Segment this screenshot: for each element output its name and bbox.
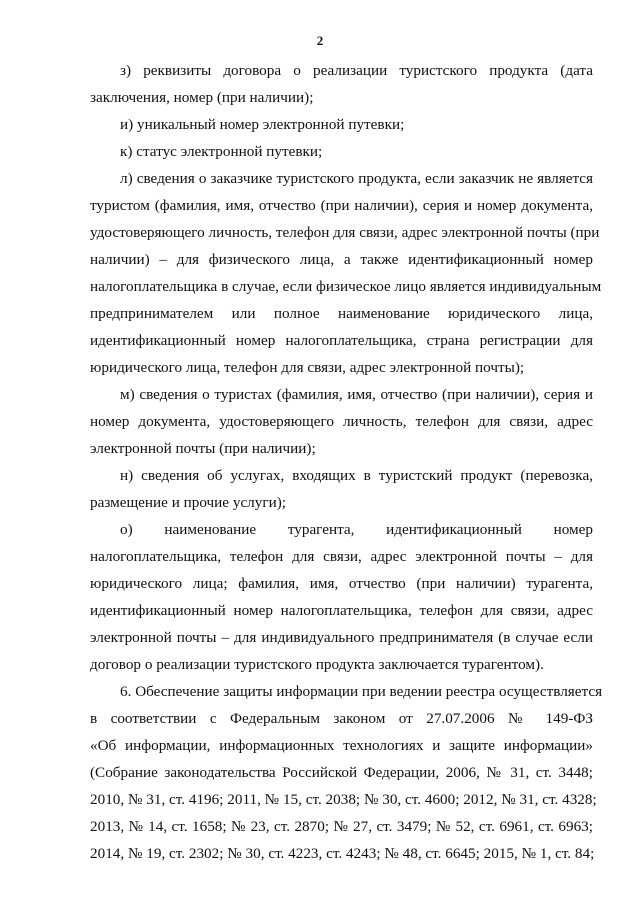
text-line: удостоверяющего личность, телефон для связи, адрес электронной почты (при <box>90 224 600 241</box>
text-line: 6. Обеспечение защиты информации при ведении реестра осуществляется <box>120 683 603 700</box>
paragraph-item-k <box>90 138 593 165</box>
text-line: налогоплательщика в случае, если физическое лицо является индивидуальным <box>90 278 602 295</box>
text-line: электронной почты – для индивидуального предпринимателя (в случае если <box>90 629 593 646</box>
text-line: и) уникальный номер электронной путевки; <box>120 116 405 133</box>
paragraph-item-n <box>90 462 593 516</box>
text-line: м) сведения о туристах (фамилия, имя, отчество (при наличии), серия и <box>120 386 593 403</box>
text-line: н) сведения об услугах, входящих в туристский продукт (перевозка, <box>120 467 593 484</box>
text-line: номер документа, удостоверяющего личность, телефон для связи, адрес <box>90 413 593 430</box>
text-line: 2014, № 19, ст. 2302; № 30, ст. 4223, ст. 4243; № 48, ст. 6645; 2015, № 1, ст. 84; <box>90 845 595 862</box>
text-line: электронной почты (при наличии); <box>90 440 316 457</box>
paragraph-item-i <box>90 111 593 138</box>
text-line: договор о реализации туристского продукта заключается турагентом). <box>90 656 544 673</box>
document-body <box>90 57 603 867</box>
text-line: наличии) – для физического лица, а также идентификационный номер <box>90 251 593 268</box>
text-line: в соответствии с Федеральным законом от 27.07.2006 № 149-ФЗ <box>90 710 593 727</box>
text-line: размещение и прочие услуги); <box>90 494 286 511</box>
text-line: «Об информации, информационных технологиях и защите информации» <box>90 737 593 754</box>
text-line: туристом (фамилия, имя, отчество (при наличии), серия и номер документа, <box>90 197 593 214</box>
paragraph-item-o <box>90 516 593 678</box>
text-line: юридического лица; фамилия, имя, отчество (при наличии) турагента, <box>90 575 593 592</box>
text-line: юридического лица, телефон для связи, адрес электронной почты); <box>90 359 525 376</box>
text-line: предпринимателем или полное наименование юридического лица, <box>90 305 593 322</box>
paragraph-item-m <box>90 381 593 462</box>
text-line: л) сведения о заказчике туристского продукта, если заказчик не является <box>120 170 593 187</box>
text-line: 2013, № 14, ст. 1658; № 23, ст. 2870; № 27, ст. 3479; № 52, ст. 6961, ст. 6963; <box>90 818 593 835</box>
text-line: заключения, номер (при наличии); <box>90 89 314 106</box>
paragraph-item-l <box>90 165 602 381</box>
text-line: о) наименование турагента, идентификационный номер <box>120 521 593 538</box>
paragraph-section-6 <box>90 678 603 867</box>
text-line: налогоплательщика, телефон для связи, адрес электронной почты – для <box>90 548 593 565</box>
text-line: идентификационный номер налогоплательщика, страна регистрации для <box>90 332 593 349</box>
page-number: 2 <box>316 33 324 48</box>
paragraph-item-z <box>90 57 593 111</box>
text-line: 2010, № 31, ст. 4196; 2011, № 15, ст. 2038; № 30, ст. 4600; 2012, № 31, ст. 4328; <box>90 791 597 808</box>
text-line: идентификационный номер налогоплательщика, телефон для связи, адрес <box>90 602 593 619</box>
text-line: з) реквизиты договора о реализации туристского продукта (дата <box>120 62 593 79</box>
text-line: к) статус электронной путевки; <box>120 143 323 160</box>
text-line: (Собрание законодательства Российской Федерации, 2006, № 31, ст. 3448; <box>90 764 593 781</box>
